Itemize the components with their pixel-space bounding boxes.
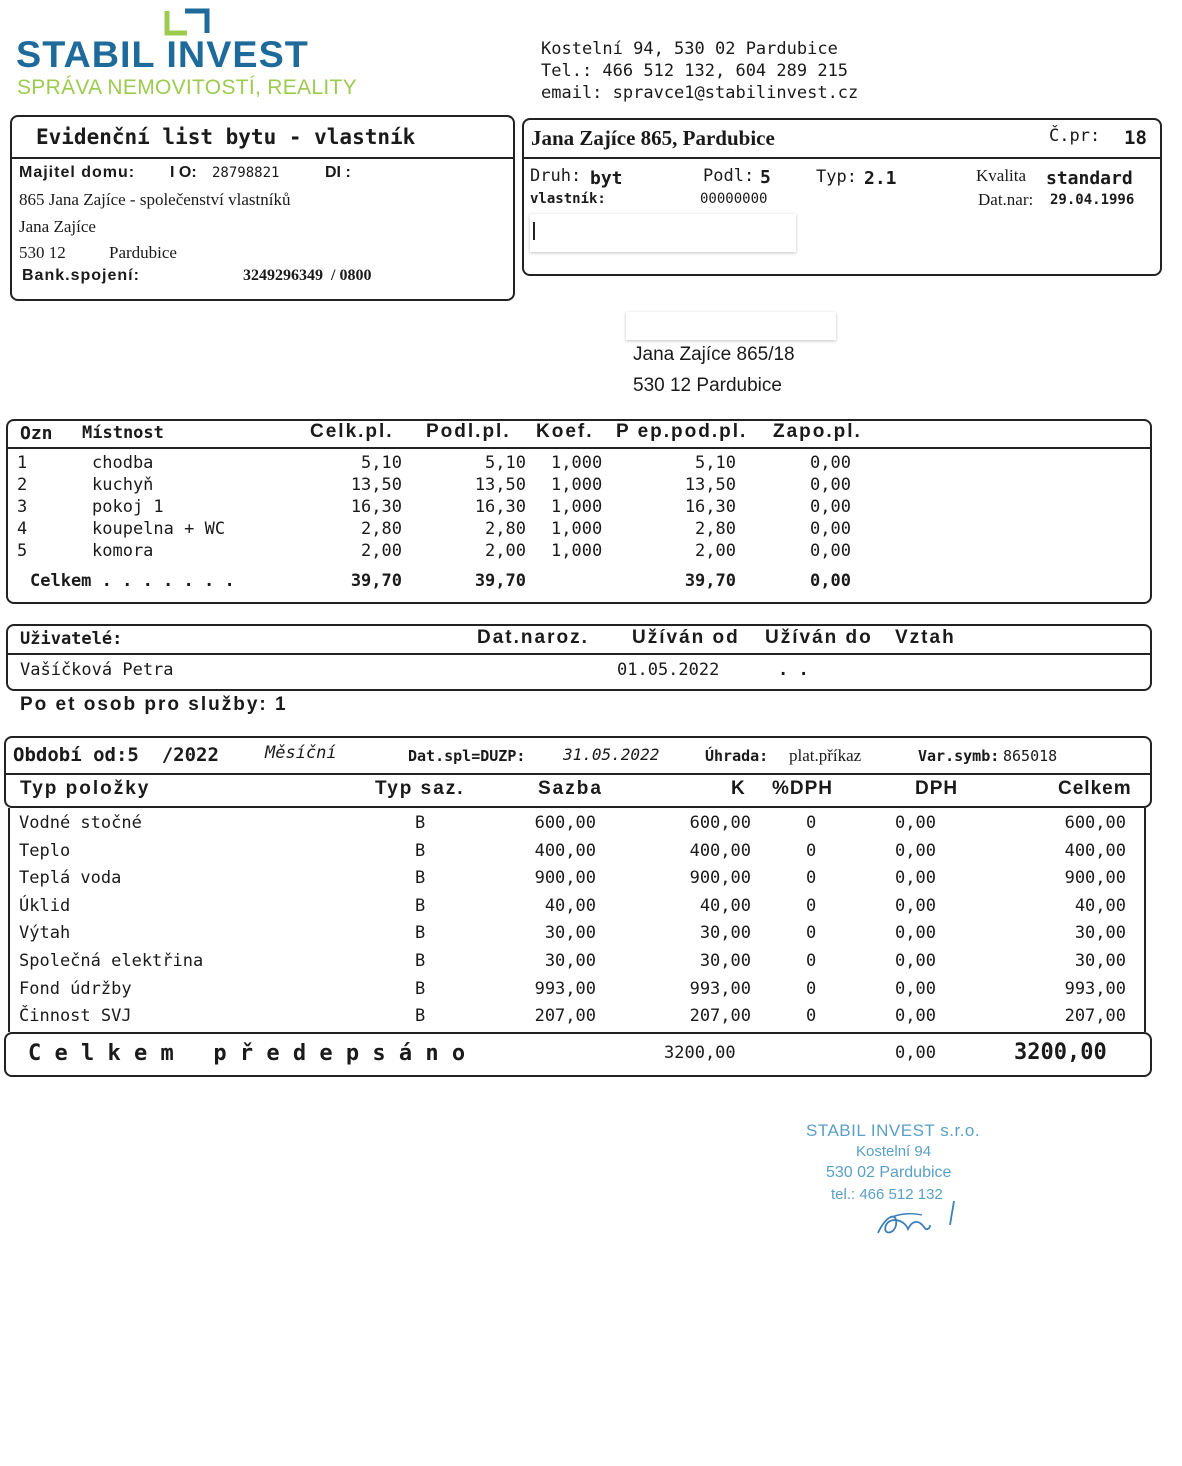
- users-header-divider: [6, 653, 1152, 655]
- room-koef: 1,000: [551, 541, 603, 561]
- vlastnik-label: vlastník:: [530, 191, 606, 207]
- room-podl: 16,30: [474, 497, 526, 517]
- room-prep: 2,00: [695, 541, 736, 561]
- table-row: [0, 1005, 1182, 1027]
- period-divider: [4, 773, 1152, 775]
- svc-total: 400,00: [1064, 841, 1126, 861]
- svc-pdph: 0: [806, 896, 817, 916]
- redaction-edge: [533, 222, 535, 240]
- svc-pdph: 0: [806, 868, 817, 888]
- rooms-total-prep: 39,70: [684, 571, 736, 591]
- svc-type: B: [415, 813, 426, 833]
- svc-dph: 0,00: [895, 923, 936, 943]
- bank-label: Bank.spojení:: [22, 267, 140, 284]
- rooms-total-celk: 39,70: [350, 571, 402, 591]
- room-podl: 5,10: [485, 453, 526, 473]
- cpr-label: Č.pr:: [1049, 126, 1101, 146]
- company-phone: Tel.: 466 512 132, 604 289 215: [541, 61, 849, 81]
- svc-type: B: [415, 979, 426, 999]
- owner-zip: 530 12: [19, 243, 66, 262]
- room-celk: 2,80: [361, 519, 402, 539]
- room-ozn: 4: [17, 519, 28, 539]
- user-from: 01.05.2022: [617, 660, 720, 680]
- svc-type: B: [415, 868, 426, 888]
- svc-dph: 0,00: [895, 896, 936, 916]
- owner-box-divider: [10, 157, 515, 159]
- stamp-line-1: STABIL INVEST s.r.o.: [806, 1121, 981, 1140]
- cpr-value: 18: [1124, 127, 1147, 149]
- rooms-total-label: Celkem . . . . . . .: [30, 571, 235, 591]
- rooms-header-podl: Podl.pl.: [426, 421, 511, 442]
- logo-mark-icon: [163, 7, 211, 37]
- redacted-owner-name: [530, 214, 796, 252]
- svc-k: 40,00: [699, 896, 751, 916]
- logo-name: STABIL INVEST: [16, 34, 309, 75]
- svc-dph: 0,00: [895, 841, 936, 861]
- table-row: [0, 496, 1182, 518]
- company-email: email: spravce1@stabilinvest.cz: [541, 83, 859, 103]
- user-name: Vašíčková Petra: [20, 660, 174, 680]
- podl-value: 5: [760, 167, 771, 188]
- room-name: kuchyň: [92, 475, 154, 495]
- table-row: [0, 812, 1182, 834]
- svc-total: 600,00: [1064, 813, 1126, 833]
- services-total-sum: 3200,00: [1014, 1040, 1107, 1065]
- svc-type: B: [415, 896, 426, 916]
- users-header-vztah: Vztah: [895, 627, 956, 648]
- room-podl: 2,80: [485, 519, 526, 539]
- svc-total: 30,00: [1074, 923, 1126, 943]
- svc-k: 30,00: [699, 951, 751, 971]
- mailing-line-2: 530 12 Pardubice: [633, 375, 782, 396]
- user-to: . .: [778, 660, 809, 680]
- room-podl: 2,00: [485, 541, 526, 561]
- table-row: [0, 840, 1182, 862]
- ico-label: I O:: [170, 164, 197, 181]
- persons-count: Po et osob pro služby: 1: [20, 694, 288, 715]
- svc-name: Vodné stočné: [19, 813, 142, 833]
- rooms-header-divider: [6, 447, 1152, 449]
- table-row: [0, 540, 1182, 562]
- room-prep: 13,50: [684, 475, 736, 495]
- svc-pdph: 0: [806, 979, 817, 999]
- druh-value: byt: [590, 168, 623, 189]
- dic-label: DI :: [325, 164, 351, 181]
- room-zapo: 0,00: [810, 541, 851, 561]
- bank-value: 3249296349 / 0800: [243, 267, 372, 284]
- room-podl: 13,50: [474, 475, 526, 495]
- stamp-line-4: tel.: 466 512 132: [831, 1186, 943, 1203]
- svc-rate: 30,00: [544, 923, 596, 943]
- svc-rate: 600,00: [534, 813, 596, 833]
- svc-dph: 0,00: [895, 1006, 936, 1026]
- room-zapo: 0,00: [810, 453, 851, 473]
- table-row: [0, 978, 1182, 1000]
- svc-name: Společná elektřina: [19, 951, 204, 971]
- rooms-header-celk: Celk.pl.: [310, 421, 394, 442]
- svc-rate: 900,00: [534, 868, 596, 888]
- table-row: [0, 867, 1182, 889]
- rooms-header-prep: P ep.pod.pl.: [616, 421, 748, 442]
- vlastnik-value: 00000000: [700, 191, 768, 207]
- stamp-line-3: 530 02 Pardubice: [826, 1164, 952, 1181]
- svc-total: 30,00: [1074, 951, 1126, 971]
- podl-label: Podl:: [703, 166, 755, 186]
- druh-label: Druh:: [530, 166, 582, 186]
- services-total-k: 3200,00: [664, 1043, 736, 1063]
- svc-type: B: [415, 841, 426, 861]
- svc-dph: 0,00: [895, 813, 936, 833]
- svc-name: Činnost SVJ: [19, 1006, 132, 1026]
- svc-rate: 993,00: [534, 979, 596, 999]
- room-name: pokoj 1: [92, 497, 164, 517]
- svc-k: 900,00: [689, 868, 751, 888]
- svc-name: Výtah: [19, 923, 71, 943]
- due-value: 31.05.2022: [563, 745, 660, 764]
- svc-rate: 40,00: [544, 896, 596, 916]
- users-header-label: Uživatelé:: [20, 629, 123, 649]
- svc-name: Teplo: [19, 841, 71, 861]
- rooms-total-row: [0, 570, 1182, 592]
- services-total-dph: 0,00: [895, 1043, 936, 1063]
- svc-header-sazba: Sazba: [538, 778, 603, 799]
- mailing-line-1: Jana Zajíce 865/18: [633, 344, 795, 365]
- svc-total: 40,00: [1074, 896, 1126, 916]
- table-row: [0, 474, 1182, 496]
- svc-dph: 0,00: [895, 951, 936, 971]
- room-zapo: 0,00: [810, 519, 851, 539]
- rooms-header-ozn: Ozn: [20, 423, 53, 444]
- rooms-total-podl: 39,70: [474, 571, 526, 591]
- room-prep: 5,10: [695, 453, 736, 473]
- table-row: [0, 895, 1182, 917]
- room-koef: 1,000: [551, 497, 603, 517]
- room-prep: 16,30: [684, 497, 736, 517]
- svc-k: 993,00: [689, 979, 751, 999]
- table-row: [0, 950, 1182, 972]
- svc-pdph: 0: [806, 923, 817, 943]
- signature-icon: [868, 1195, 978, 1241]
- flat-address: Jana Zajíce 865, Pardubice: [531, 126, 775, 150]
- owner-line-2: Jana Zajíce: [19, 217, 96, 236]
- vs-label: Var.symb:: [918, 747, 1000, 765]
- svc-k: 207,00: [689, 1006, 751, 1026]
- period-freq: Měsíční: [265, 743, 337, 763]
- room-ozn: 1: [17, 453, 28, 473]
- room-celk: 13,50: [350, 475, 402, 495]
- svc-pdph: 0: [806, 951, 817, 971]
- svc-header-pdph: %DPH: [772, 778, 834, 799]
- svc-dph: 0,00: [895, 868, 936, 888]
- room-koef: 1,000: [551, 453, 603, 473]
- svc-header-type: Typ položky: [20, 778, 151, 799]
- datnar-value: 29.04.1996: [1050, 192, 1135, 208]
- rooms-header-koef: Koef.: [536, 421, 594, 442]
- room-prep: 2,80: [695, 519, 736, 539]
- services-total-label: C e l k e m p ř e d e p s á n o: [28, 1041, 466, 1066]
- company-address: Kostelní 94, 530 02 Pardubice: [541, 39, 838, 59]
- table-row: [0, 452, 1182, 474]
- room-celk: 16,30: [350, 497, 402, 517]
- owner-line-1: 865 Jana Zajíce - společenství vlastníků: [19, 190, 291, 209]
- stamp-line-2: Kostelní 94: [856, 1143, 932, 1160]
- room-ozn: 3: [17, 497, 28, 517]
- users-header-from: Užíván od: [632, 627, 740, 648]
- document-title: Evidenční list bytu - vlastník: [36, 125, 416, 149]
- room-zapo: 0,00: [810, 475, 851, 495]
- svc-total: 993,00: [1064, 979, 1126, 999]
- rooms-total-zapo: 0,00: [810, 571, 851, 591]
- table-row: [0, 922, 1182, 944]
- svc-rate: 400,00: [534, 841, 596, 861]
- svc-k: 400,00: [689, 841, 751, 861]
- kvalita-value: standard: [1046, 168, 1133, 189]
- svc-rate: 30,00: [544, 951, 596, 971]
- room-name: koupelna + WC: [92, 519, 226, 539]
- room-celk: 2,00: [361, 541, 402, 561]
- svc-header-dph: DPH: [915, 778, 959, 799]
- users-header-datnar: Dat.naroz.: [477, 627, 589, 648]
- room-ozn: 5: [17, 541, 28, 561]
- users-header-to: Užíván do: [765, 627, 873, 648]
- owner-city: Pardubice: [109, 243, 177, 262]
- svc-pdph: 0: [806, 1006, 817, 1026]
- redacted-recipient: [626, 312, 836, 340]
- rooms-header-mistnost: Místnost: [82, 423, 164, 443]
- table-row: [0, 518, 1182, 540]
- kvalita-label: Kvalita: [976, 166, 1027, 185]
- room-zapo: 0,00: [810, 497, 851, 517]
- room-ozn: 2: [17, 475, 28, 495]
- svc-rate: 207,00: [534, 1006, 596, 1026]
- svc-name: Fond údržby: [19, 979, 132, 999]
- room-name: chodba: [92, 453, 154, 473]
- svc-total: 900,00: [1064, 868, 1126, 888]
- due-label: Dat.spl=DUZP:: [408, 747, 526, 765]
- svc-dph: 0,00: [895, 979, 936, 999]
- svc-name: Úklid: [19, 896, 71, 916]
- typ-label: Typ:: [816, 167, 857, 187]
- svc-type: B: [415, 1006, 426, 1026]
- room-name: komora: [92, 541, 154, 561]
- svc-pdph: 0: [806, 841, 817, 861]
- svc-type: B: [415, 951, 426, 971]
- svc-header-saz: Typ saz.: [375, 778, 465, 799]
- logo-subtitle: SPRÁVA NEMOVITOSTÍ, REALITY: [17, 76, 357, 99]
- svc-header-k: K: [731, 778, 747, 799]
- room-celk: 5,10: [361, 453, 402, 473]
- pay-label: Úhrada:: [705, 747, 769, 765]
- typ-value: 2.1: [864, 168, 897, 189]
- owner-label: Majitel domu:: [19, 164, 136, 181]
- svc-total: 207,00: [1064, 1006, 1126, 1026]
- room-koef: 1,000: [551, 519, 603, 539]
- pay-value: plat.příkaz: [789, 746, 862, 765]
- vs-value: 865018: [1003, 747, 1058, 765]
- svc-type: B: [415, 923, 426, 943]
- datnar-label: Dat.nar:: [978, 190, 1034, 209]
- room-koef: 1,000: [551, 475, 603, 495]
- rooms-header-zapo: Zapo.pl.: [773, 421, 862, 442]
- flat-box-divider: [522, 157, 1162, 159]
- svc-k: 600,00: [689, 813, 751, 833]
- svc-name: Teplá voda: [19, 868, 122, 888]
- svc-pdph: 0: [806, 813, 817, 833]
- ico-value: 28798821: [212, 165, 280, 181]
- period-label: Období od:5 /2022: [13, 744, 219, 766]
- svc-k: 30,00: [699, 923, 751, 943]
- svc-header-celkem: Celkem: [1058, 778, 1132, 799]
